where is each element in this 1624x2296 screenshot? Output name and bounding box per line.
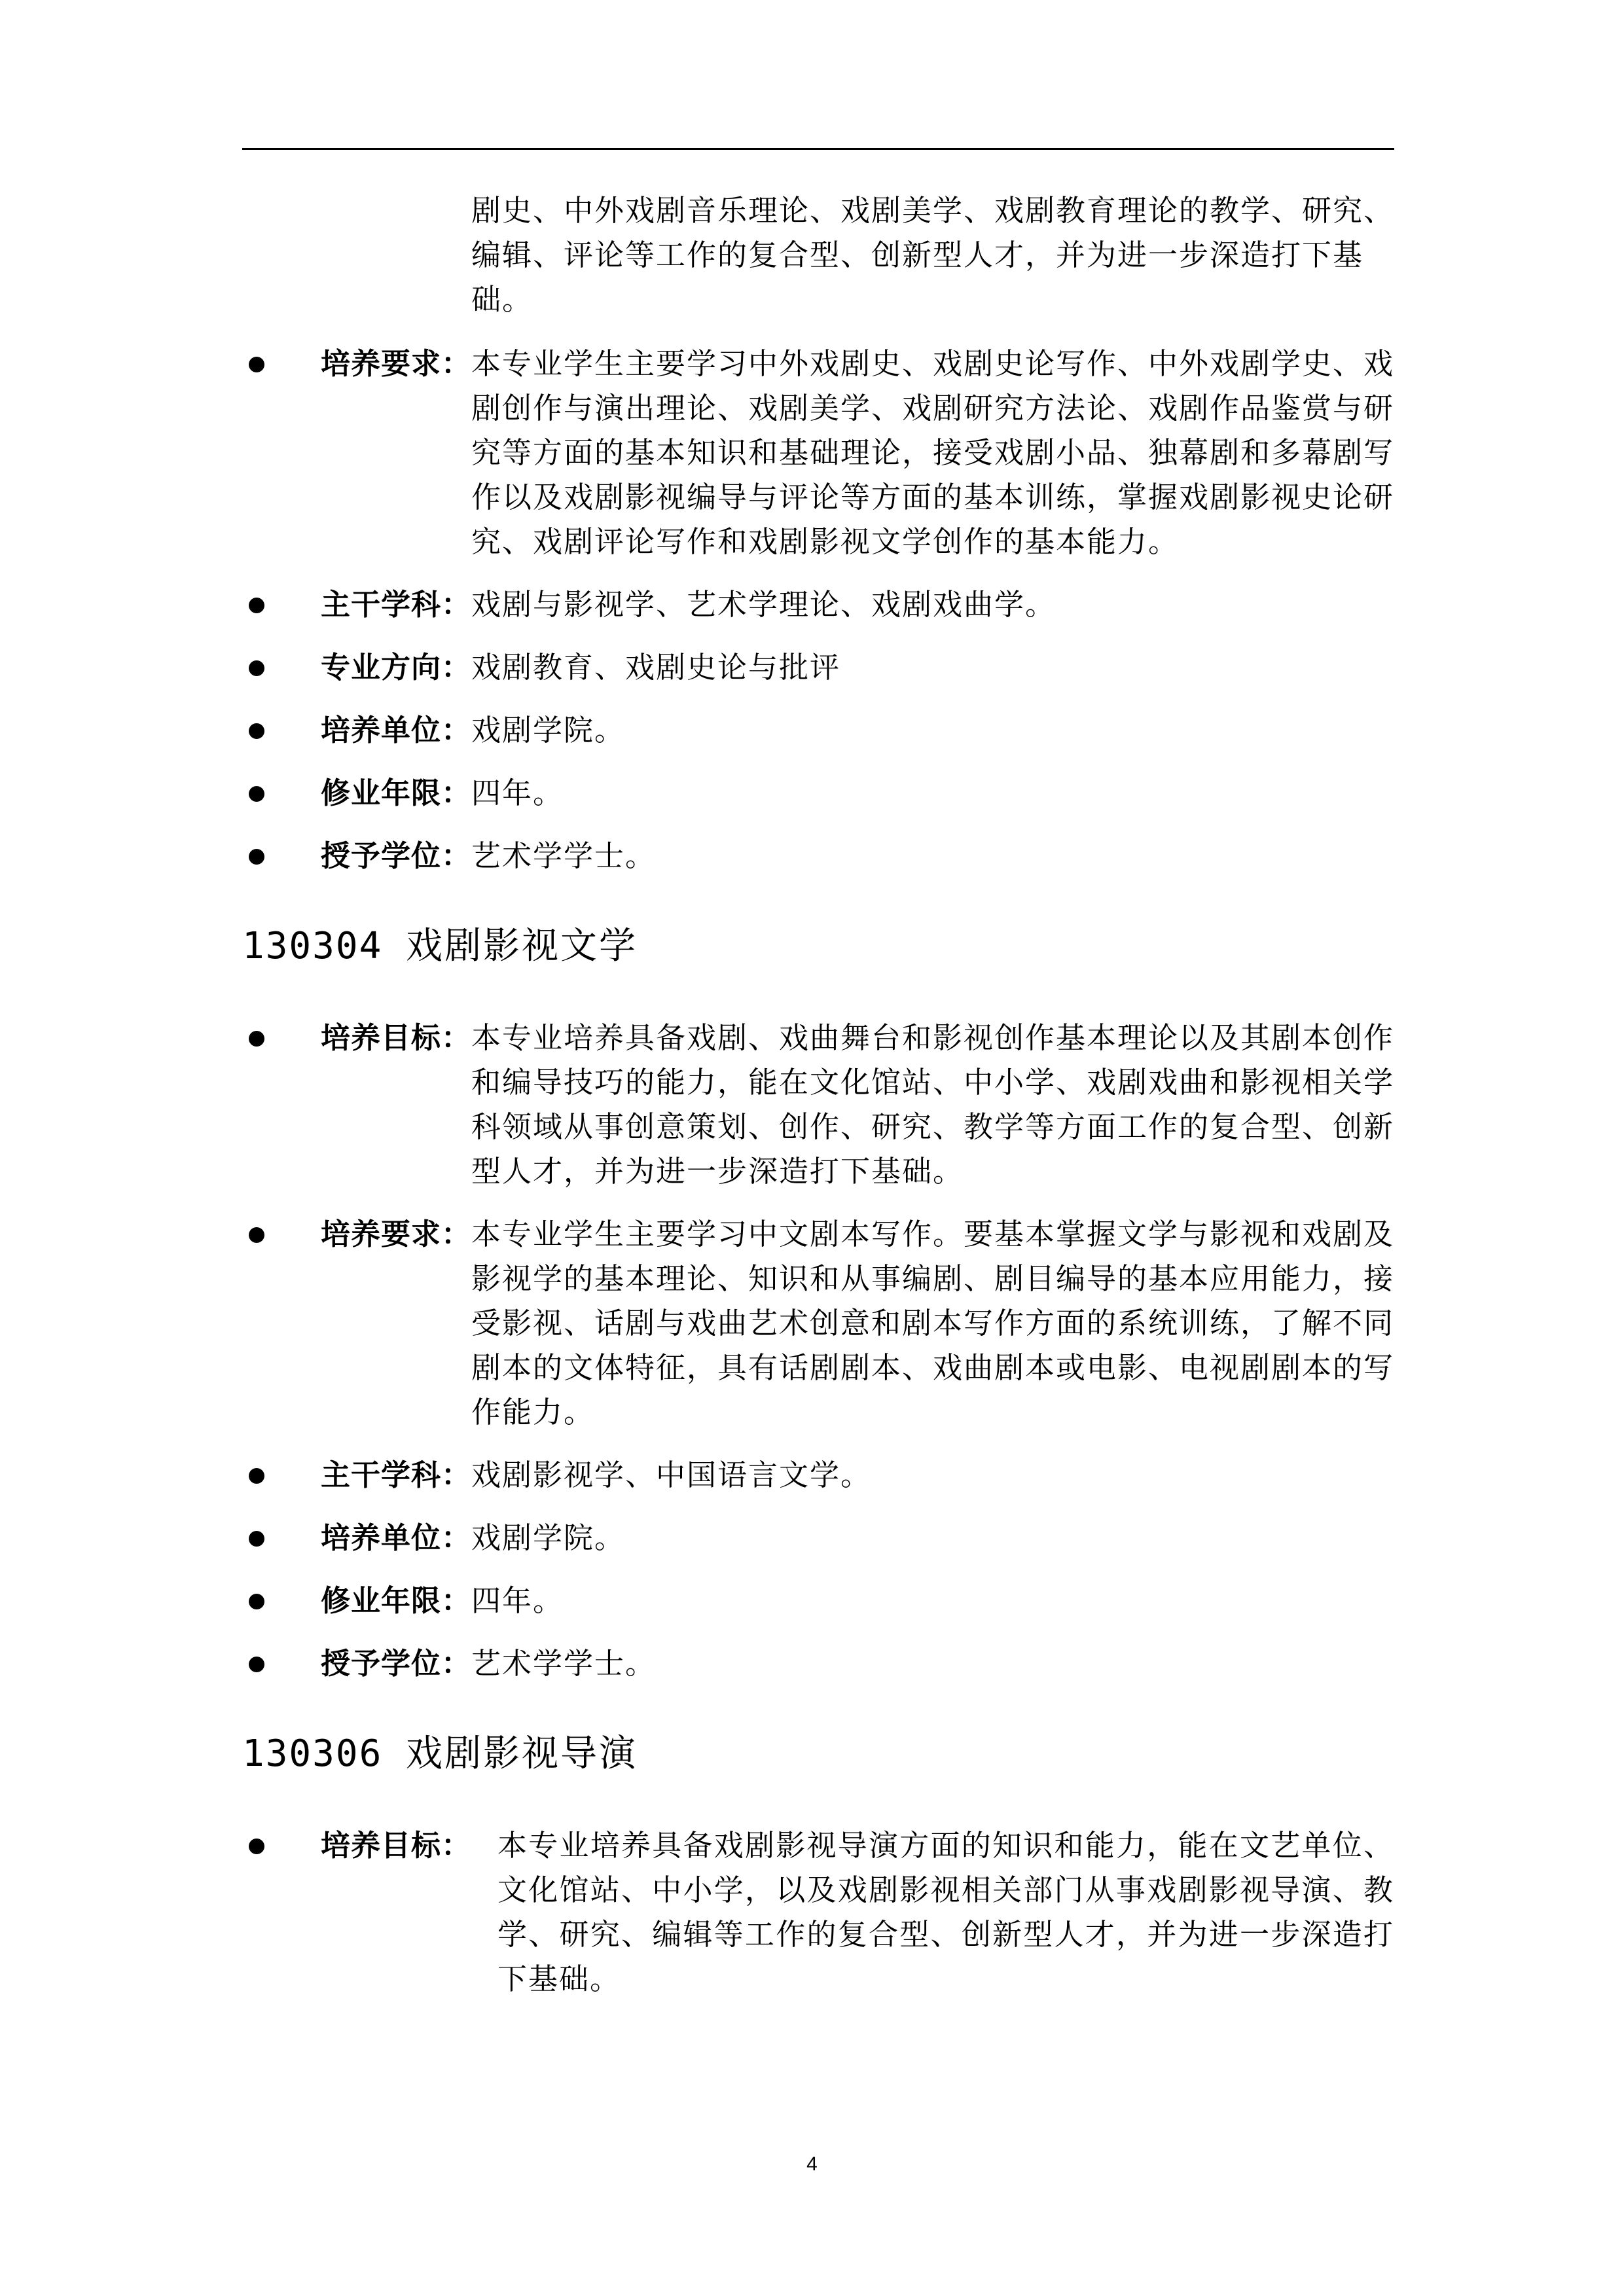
item-text: 本专业培养具备戏剧影视导演方面的知识和能力，能在文艺单位、文化馆站、中小学，以及戏剧影视相关部门从事戏剧影视导演、教学、研究、编辑等工作的复合型、创新型人才，并为进一步深造打下基础。 bbox=[497, 1828, 1394, 1996]
item-label: 培养单位： bbox=[321, 713, 472, 747]
list-item bbox=[242, 834, 1394, 878]
list-item bbox=[242, 342, 1394, 564]
item-text: 戏剧学院。 bbox=[471, 1520, 626, 1555]
bullet-icon bbox=[249, 1468, 264, 1484]
page-number: 4 bbox=[806, 2153, 818, 2175]
item-text: 戏剧教育、戏剧史论与批评 bbox=[471, 650, 841, 685]
bullet-icon bbox=[249, 660, 264, 676]
list-item bbox=[242, 1016, 1394, 1194]
continuation-paragraph: 剧史、中外戏剧音乐理论、戏剧美学、戏剧教育理论的教学、研究、编辑、评论等工作的复合型、创新型人才，并为进一步深造打下基础。 bbox=[471, 193, 1395, 317]
list-item bbox=[242, 1823, 1394, 2001]
bullet-icon bbox=[249, 786, 264, 802]
item-label: 主干学科： bbox=[321, 1458, 472, 1492]
item-label: 培养要求： bbox=[321, 346, 472, 381]
item-label: 授予学位： bbox=[321, 838, 472, 873]
item-text: 戏剧学院。 bbox=[471, 713, 626, 747]
header-rule bbox=[242, 148, 1394, 150]
item-text: 四年。 bbox=[471, 776, 564, 810]
item-label: 授予学位： bbox=[321, 1646, 472, 1681]
list-item bbox=[242, 1212, 1394, 1435]
item-text: 艺术学学士。 bbox=[471, 1646, 657, 1681]
bullet-icon bbox=[249, 1839, 264, 1854]
item-label: 培养目标： bbox=[321, 1828, 472, 1863]
list-item bbox=[242, 771, 1394, 816]
document-body bbox=[242, 188, 1394, 2020]
item-label: 培养目标： bbox=[321, 1020, 472, 1055]
item-text: 本专业培养具备戏剧、戏曲舞台和影视创作基本理论以及其剧本创作和编导技巧的能力，能在文化馆站、中小学、戏剧戏曲和影视相关学科领域从事创意策划、创作、研究、教学等方面工作的复合型、创新型人才，并为进一步深造打下基础。 bbox=[471, 1020, 1395, 1189]
item-text: 艺术学学士。 bbox=[471, 838, 657, 873]
bullet-icon bbox=[249, 1594, 264, 1609]
item-text: 戏剧影视学、中国语言文学。 bbox=[471, 1458, 872, 1492]
bullet-icon bbox=[249, 1031, 264, 1047]
section-name: 戏剧影视文学 bbox=[406, 925, 638, 967]
bullet-icon bbox=[249, 1657, 264, 1672]
list-item bbox=[242, 708, 1394, 753]
item-label: 主干学科： bbox=[321, 587, 472, 622]
bullet-icon bbox=[249, 849, 264, 865]
item-label: 培养要求： bbox=[321, 1217, 472, 1251]
section-code: 130306 bbox=[242, 1732, 383, 1775]
list-item bbox=[242, 1641, 1394, 1686]
bullet-icon bbox=[249, 357, 264, 372]
list-item bbox=[242, 1453, 1394, 1498]
bullet-icon bbox=[249, 1531, 264, 1547]
section-heading bbox=[242, 920, 1394, 973]
section-name: 戏剧影视导演 bbox=[406, 1732, 638, 1775]
item-label: 修业年限： bbox=[321, 776, 472, 810]
list-item bbox=[242, 1516, 1394, 1560]
list-item bbox=[242, 645, 1394, 690]
list-item bbox=[242, 583, 1394, 627]
item-text: 四年。 bbox=[471, 1583, 564, 1618]
list-item bbox=[242, 1579, 1394, 1623]
item-label: 培养单位： bbox=[321, 1520, 472, 1555]
item-text: 戏剧与影视学、艺术学理论、戏剧戏曲学。 bbox=[471, 587, 1056, 622]
section-code: 130304 bbox=[242, 925, 383, 967]
section-heading bbox=[242, 1728, 1394, 1780]
item-label: 修业年限： bbox=[321, 1583, 472, 1618]
item-text: 本专业学生主要学习中外戏剧史、戏剧史论写作、中外戏剧学史、戏剧创作与演出理论、戏剧美学、戏剧研究方法论、戏剧作品鉴赏与研究等方面的基本知识和基础理论，接受戏剧小品、独幕剧和多幕剧写作以及戏剧影视编导与评论等方面的基本训练，掌握戏剧影视史论研究、戏剧评论写作和戏剧影视文学创作的基本能力。 bbox=[471, 346, 1395, 559]
bullet-icon bbox=[249, 1227, 264, 1243]
bullet-icon bbox=[249, 723, 264, 739]
item-text: 本专业学生主要学习中文剧本写作。要基本掌握文学与影视和戏剧及影视学的基本理论、知识和从事编剧、剧目编导的基本应用能力，接受影视、话剧与戏曲艺术创意和剧本写作方面的系统训练，了解不同剧本的文体特征，具有话剧剧本、戏曲剧本或电影、电视剧剧本的写作能力。 bbox=[471, 1217, 1395, 1429]
item-label: 专业方向： bbox=[321, 650, 472, 685]
bullet-icon bbox=[249, 598, 264, 613]
